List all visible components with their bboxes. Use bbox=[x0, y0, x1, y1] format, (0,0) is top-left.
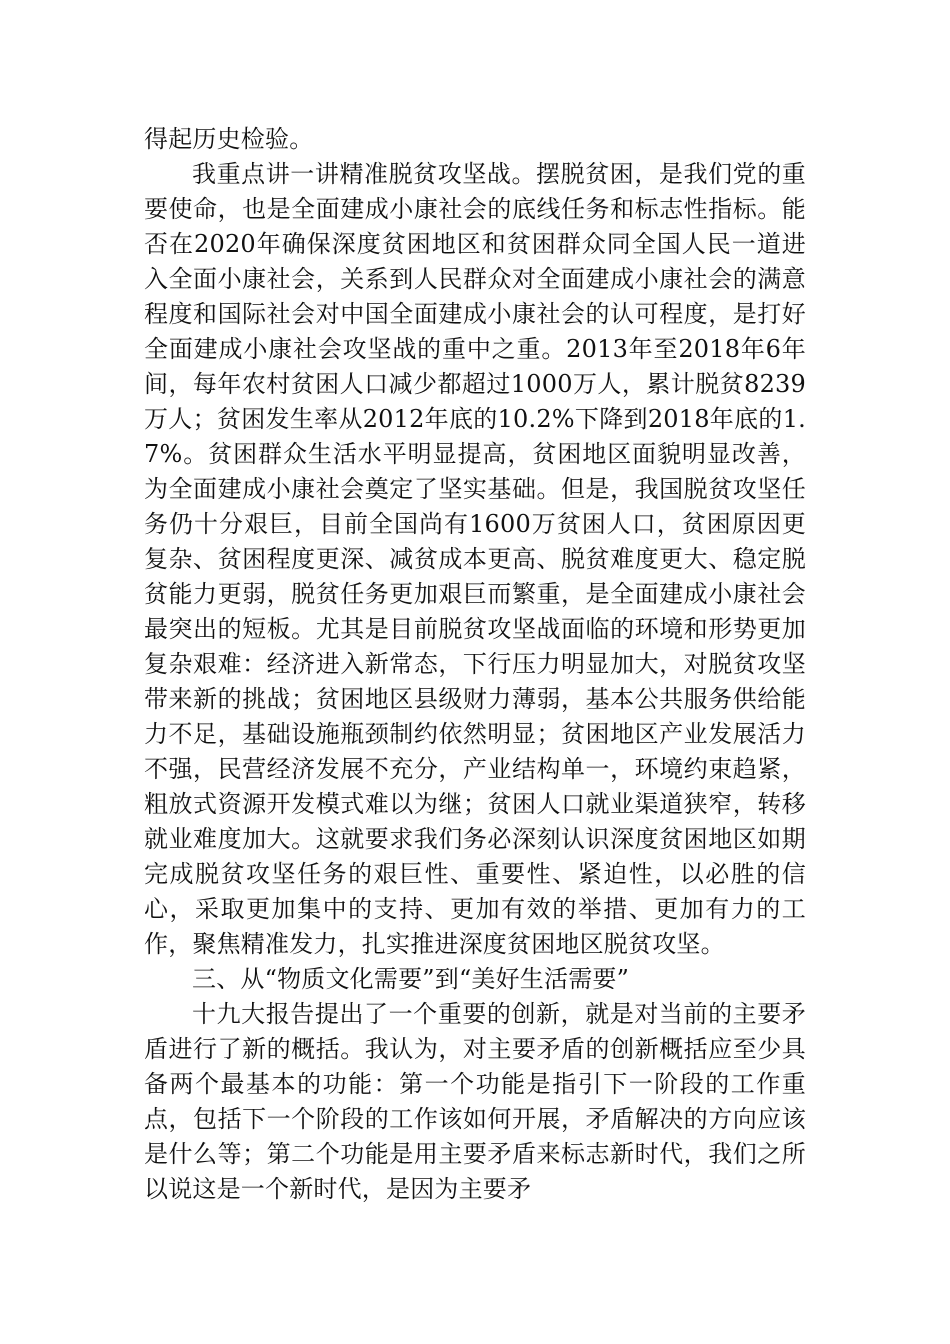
paragraph-continuation: 得起历史检验。 bbox=[144, 125, 314, 153]
paragraph-main-contradiction: 十九大报告提出了一个重要的创新，就是对当前的主要矛盾进行了新的概括。我认为，对主要矛盾的创新概括应至少具备两个最基本的功能：第一个功能是指引下一阶段的工作重点，包括下一个阶段的工作该如何开展，矛盾解决的方向应该是什么等；第二个功能是用主要矛盾来标志新时代，我们之所以说这是一个新时代，是因为主要矛 bbox=[144, 1000, 806, 1203]
section-heading: 三、从“物质文化需要”到“美好生活需要” bbox=[192, 965, 630, 993]
paragraph-poverty-alleviation: 我重点讲一讲精准脱贫攻坚战。摆脱贫困，是我们党的重要使命，也是全面建成小康社会的底线任务和标志性指标。能否在2020年确保深度贫困地区和贫困群众同全国人民一道进入全面小康社会，关系到人民群众对全面建成小康社会的满意程度和国际社会对中国全面建成小康社会的认可程度，是打好全面建成小康社会攻坚战的重中之重。2013年至2018年6年间，每年农村贫困人口减少都超过1000万人，累计脱贫8239万人；贫困发生率从2012年底的10.2%下降到2018年底的1.7%。贫困群众生活水平明显提高，贫困地区面貌明显改善，为全面建成小康社会奠定了坚实基础。但是，我国脱贫攻坚任务仍十分艰巨，目前全国尚有1600万贫困人口，贫困原因更复杂、贫困程度更深、减贫成本更高、脱贫难度更大、稳定脱贫能力更弱，脱贫任务更加艰巨而繁重，是全面建成小康社会最突出的短板。尤其是目前脱贫攻坚战面临的环境和形势更加复杂艰难：经济进入新常态，下行压力明显加大，对脱贫攻坚带来新的挑战；贫困地区县级财力薄弱，基本公共服务供给能力不足，基础设施瓶颈制约依然明显；贫困地区产业发展活力不强，民营经济发展不充分，产业结构单一，环境约束趋紧，粗放式资源开发模式难以为继；贫困人口就业渠道狭窄，转移就业难度加大。这就要求我们务必深刻认识深度贫困地区如期完成脱贫攻坚任务的艰巨性、重要性、紧迫性，以必胜的信心，采取更加集中的支持、更加有效的举措、更加有力的工作，聚焦精准发力，扎实推进深度贫困地区脱贫攻坚。 bbox=[144, 160, 806, 958]
document-page bbox=[144, 122, 806, 1207]
